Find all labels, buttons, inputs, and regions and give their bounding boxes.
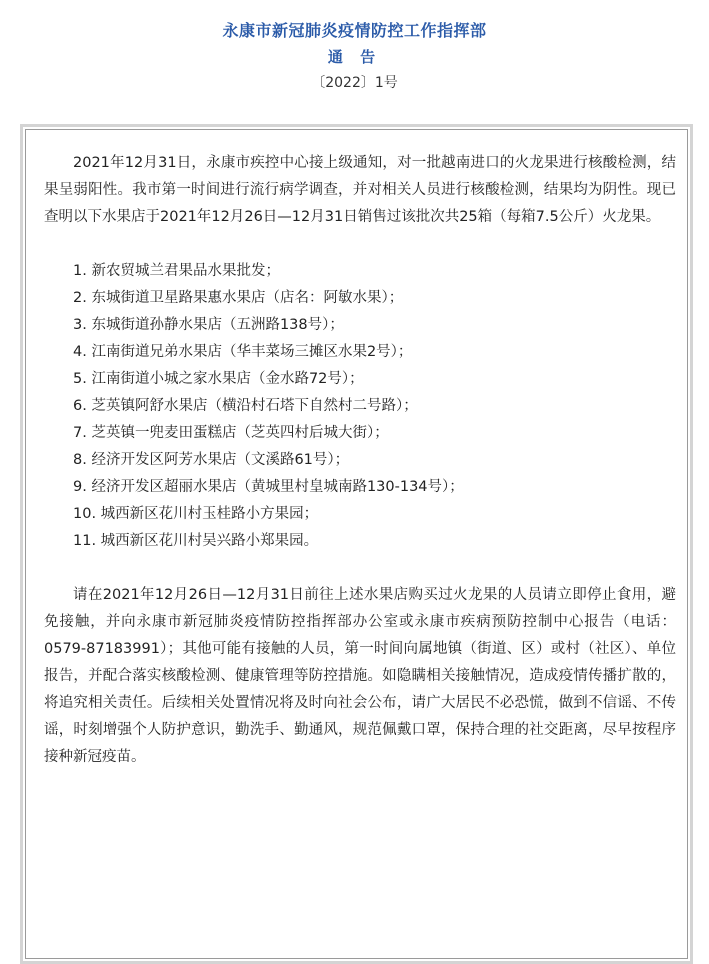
intro-paragraph: 2021年12月31日，永康市疾控中心接上级通知，对一批越南进口的火龙果进行核酸检测，结果呈弱阳性。我市第一时间进行流行病学调查，并对相关人员进行核酸检测，结果均为阴性。现已查明以下水果店于2021年12月26日—12月31日销售过该批次共25箱（每箱7.5公斤）火龙果。	[44, 155, 676, 225]
list-item: 7. 芝英镇一兜麦田蛋糕店（芝英四村后城大街）；	[73, 425, 389, 441]
list-item: 3. 东城街道孙静水果店（五洲路138号）；	[73, 317, 344, 333]
list-item: 8. 经济开发区阿芳水果店（文溪路61号）；	[73, 452, 350, 468]
doc-type-title: 通 告	[327, 48, 382, 66]
list-item: 1. 新农贸城兰君果品水果批发；	[73, 263, 280, 279]
notice-paragraph: 请在2021年12月26日—12月31日前往上述水果店购买过火龙果的人员请立即停止食用，避免接触，并向永康市新冠肺炎疫情防控指挥部办公室或永康市疾病预防控制中心报告（电话：0579-87183991）；其他可能有接触的人员，第一时间向属地镇（街道、区）或村（社区）、单位报告，并配合落实核酸检测、健康管理等防控措施。如隐瞒相关接触情况，造成疫情传播扩散的，将追究相关责任。后续相关处置情况将及时向社会公布，请广大居民不必恐慌，做到不信谣、不传谣，时刻增强个人防护意识，勤洗手、勤通风，规范佩戴口罩，保持合理的社交距离，尽早按程序接种新冠疫苗。	[44, 587, 676, 765]
spacer	[44, 231, 676, 258]
list-item: 6. 芝英镇阿舒水果店（横沿村石塔下自然村二号路）；	[73, 398, 418, 414]
spacer	[44, 555, 676, 582]
doc-number: 〔2022〕1号	[311, 75, 398, 91]
list-item: 9. 经济开发区超丽水果店（黄城里村皇城南路130-134号）；	[73, 479, 464, 495]
document-body	[44, 150, 676, 771]
list-item: 2. 东城街道卫星路果惠水果店（店名：阿敏水果）；	[73, 290, 404, 306]
list-item: 10. 城西新区花川村玉桂路小方果园；	[73, 506, 319, 522]
store-list	[44, 258, 676, 555]
org-title: 永康市新冠肺炎疫情防控工作指挥部	[222, 21, 487, 40]
list-item: 5. 江南街道小城之家水果店（金水路72号）；	[73, 371, 364, 387]
list-item: 11. 城西新区花川村吴兴路小郑果园。	[73, 533, 319, 549]
list-item: 4. 江南街道兄弟水果店（华丰菜场三摊区水果2号）；	[73, 344, 413, 360]
